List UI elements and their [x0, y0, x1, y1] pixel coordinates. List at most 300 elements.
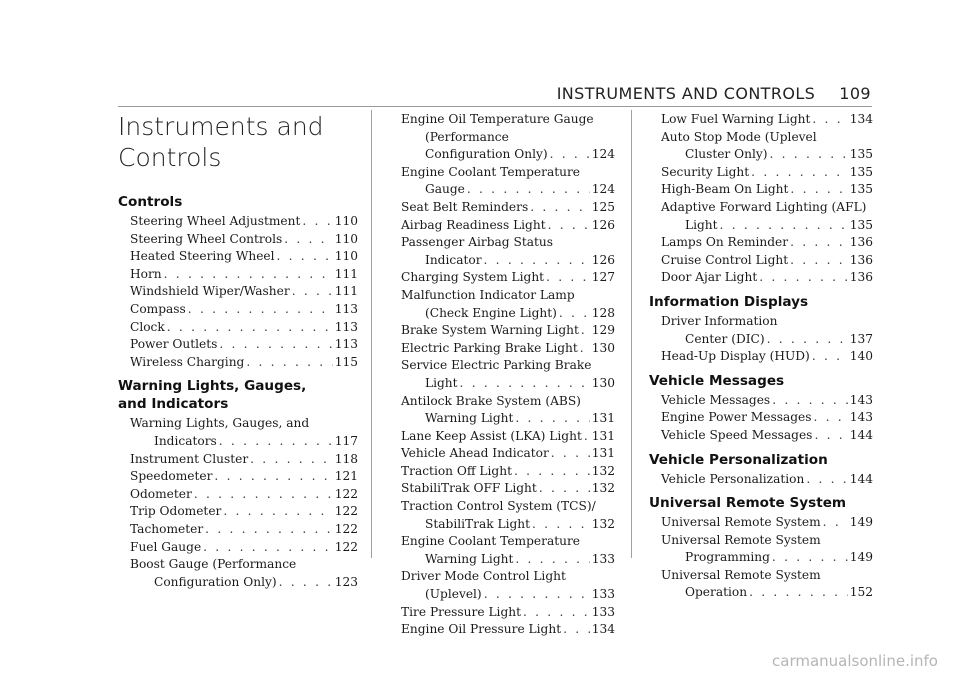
- toc-page-number: 130: [591, 375, 615, 390]
- dot-leader: [772, 392, 848, 410]
- toc-entry-line: [130, 354, 358, 372]
- toc-entry-text: Indicator: [425, 252, 482, 267]
- column-divider-2: [631, 110, 632, 558]
- toc-entry-text-line: Service Electric Parking Brake: [401, 358, 592, 373]
- toc-page-number: 132: [591, 481, 615, 496]
- toc-page-number: 131: [591, 428, 615, 443]
- toc-entry-line: [401, 217, 615, 235]
- dot-leader: [749, 584, 848, 602]
- toc-entry[interactable]: [118, 556, 358, 591]
- toc-entry[interactable]: [118, 301, 358, 319]
- toc-page-number: 110: [334, 214, 358, 228]
- toc-page-number: 134: [591, 622, 615, 637]
- page-number: 109: [839, 84, 871, 103]
- toc-entry[interactable]: [389, 269, 615, 287]
- toc-entry[interactable]: [389, 199, 615, 217]
- toc-entry[interactable]: [118, 539, 358, 557]
- toc-entry-text: Lane Keep Assist (LKA) Light: [401, 428, 582, 443]
- dot-leader: [806, 471, 847, 489]
- dot-leader: [292, 283, 333, 301]
- toc-page-number: 143: [849, 392, 873, 407]
- toc-entry-text: Door Ajar Light: [661, 270, 758, 285]
- dot-leader: [203, 539, 333, 557]
- toc-entry[interactable]: [389, 340, 615, 358]
- toc-entry-text: Head-Up Display (HUD): [661, 349, 810, 364]
- toc-page-number: 111: [334, 284, 358, 299]
- toc-entry-line: [401, 516, 615, 534]
- toc-entry[interactable]: [118, 248, 358, 266]
- toc-entry[interactable]: [389, 463, 615, 481]
- toc-page-number: 144: [849, 471, 873, 486]
- dot-leader: [523, 604, 590, 622]
- chapter-title-line-2: Controls: [118, 143, 222, 172]
- toc-entry-line: [661, 392, 873, 410]
- toc-entry[interactable]: [649, 129, 873, 164]
- toc-entry[interactable]: [649, 532, 873, 567]
- dot-leader: [284, 231, 333, 249]
- toc-entry[interactable]: [118, 336, 358, 354]
- toc-page-number: 133: [591, 604, 615, 619]
- toc-page-number: 135: [849, 164, 873, 179]
- dot-leader: [164, 266, 333, 284]
- toc-entry-line: [401, 445, 615, 463]
- toc-entry[interactable]: [389, 445, 615, 463]
- toc-entry-text: Speedometer: [130, 469, 213, 484]
- toc-entry-line: [130, 319, 358, 337]
- toc-entry-text: Horn: [130, 266, 162, 281]
- toc-entry-text: Operation: [685, 585, 748, 600]
- toc-entry[interactable]: [118, 283, 358, 301]
- dot-leader: [550, 146, 590, 164]
- toc-entry[interactable]: [389, 498, 615, 533]
- toc-entry-text: High-Beam On Light: [661, 182, 789, 197]
- toc-column-1: [118, 111, 358, 591]
- toc-page-number: 115: [334, 354, 358, 369]
- toc-entry-line: [401, 252, 615, 270]
- toc-entry-text: Odometer: [130, 486, 192, 501]
- toc-entry-text: Cruise Control Light: [661, 252, 789, 267]
- toc-entry-text: Light: [685, 217, 718, 232]
- dot-leader: [250, 451, 333, 469]
- toc-page-number: 128: [591, 305, 615, 320]
- toc-entry-text: Traction Off Light: [401, 463, 512, 478]
- toc-page-number: 124: [591, 182, 615, 197]
- toc-entry-text: Vehicle Messages: [661, 392, 771, 407]
- toc-entry-line: [130, 301, 358, 319]
- toc-entry-line: [661, 111, 873, 129]
- toc-entry-line: [661, 164, 873, 182]
- dot-leader: [205, 521, 333, 539]
- toc-entry-line: [661, 269, 873, 287]
- toc-entry-line: [661, 471, 873, 489]
- dot-leader: [720, 217, 848, 235]
- dot-leader: [460, 375, 590, 393]
- toc-entry-text: Programming: [685, 550, 770, 565]
- toc-entry[interactable]: [118, 319, 358, 337]
- dot-leader: [223, 503, 332, 521]
- toc-entry[interactable]: [389, 164, 615, 199]
- toc-entry[interactable]: [118, 231, 358, 249]
- dot-leader: [302, 213, 332, 231]
- toc-entry-text: Vehicle Personalization: [661, 471, 805, 486]
- toc-page-number: 133: [591, 551, 615, 566]
- toc-entry[interactable]: [389, 287, 615, 322]
- toc-entry[interactable]: [649, 234, 873, 252]
- toc-entry-line: [661, 146, 873, 164]
- toc-page-number: 110: [334, 249, 358, 264]
- toc-entry[interactable]: [389, 322, 615, 340]
- toc-entry-line: [401, 269, 615, 287]
- toc-page-number: 135: [849, 147, 873, 162]
- toc-entry-line: [130, 283, 358, 301]
- toc-page-number: 117: [334, 433, 358, 448]
- toc-entry-text: (Check Engine Light): [425, 305, 557, 320]
- toc-entry-line: [130, 539, 358, 557]
- toc-entry-text: Vehicle Ahead Indicator: [401, 446, 549, 461]
- dot-leader: [188, 301, 333, 319]
- toc-entry-line: [661, 427, 873, 445]
- toc-entry-text: Center (DIC): [685, 331, 765, 346]
- toc-entry-text: StabiliTrak OFF Light: [401, 481, 537, 496]
- dot-leader: [515, 410, 589, 428]
- toc-entry-line: [401, 305, 615, 323]
- toc-page-number: 137: [849, 331, 873, 346]
- toc-page-number: 110: [334, 231, 358, 246]
- toc-page-number: 134: [849, 112, 873, 126]
- toc-entry-text-line: Driver Information: [661, 313, 778, 328]
- running-header: [557, 84, 871, 103]
- dot-leader: [546, 269, 590, 287]
- toc-entry-text-line: Antilock Brake System (ABS): [401, 393, 581, 408]
- toc-entry-text: Low Fuel Warning Light: [661, 112, 811, 126]
- toc-entry-text: Warning Light: [425, 411, 514, 426]
- toc-entry[interactable]: [389, 480, 615, 498]
- toc-entry[interactable]: [118, 468, 358, 486]
- toc-entry-text: Warning Light: [425, 551, 514, 566]
- toc-page-number: 126: [591, 217, 615, 232]
- toc-entry-line: [401, 146, 615, 164]
- toc-entry[interactable]: [649, 199, 873, 234]
- dot-leader: [551, 445, 590, 463]
- toc-page-number: 125: [591, 199, 615, 214]
- dot-leader: [770, 146, 848, 164]
- section-heading: Information Displays: [649, 293, 809, 310]
- toc-entry-text: Heated Steering Wheel: [130, 249, 275, 264]
- toc-entry-text: Instrument Cluster: [130, 451, 249, 466]
- toc-page-number: 149: [849, 515, 873, 530]
- toc-entry-line: [130, 468, 358, 486]
- toc-page-number: 131: [591, 446, 615, 461]
- toc-entry-line: [401, 375, 615, 393]
- toc-entry[interactable]: [389, 621, 615, 639]
- toc-page-number: 130: [591, 340, 615, 355]
- dot-leader: [814, 409, 848, 427]
- dot-leader: [548, 217, 590, 235]
- toc-entry[interactable]: [649, 427, 873, 445]
- chapter-title: [118, 111, 358, 173]
- toc-page-number: 122: [334, 539, 358, 554]
- dot-leader: [279, 574, 333, 592]
- toc-entry-line: [130, 231, 358, 249]
- toc-entry-line: [401, 604, 615, 622]
- toc-entry-line: [661, 181, 873, 199]
- toc-entry-line: [130, 451, 358, 469]
- dot-leader: [514, 463, 590, 481]
- toc-entry[interactable]: [389, 111, 615, 164]
- toc-entry-text-line: Engine Coolant Temperature: [401, 534, 581, 549]
- toc-entry-line: [130, 521, 358, 539]
- toc-entry-line: [661, 549, 873, 567]
- dot-leader: [467, 181, 590, 199]
- toc-entry[interactable]: [649, 514, 873, 532]
- toc-entry[interactable]: [118, 503, 358, 521]
- toc-entry-text-line: Universal Remote System: [661, 567, 821, 582]
- running-header-title: INSTRUMENTS AND CONTROLS: [556, 84, 816, 103]
- toc-entry-line: [401, 551, 615, 569]
- toc-entry-line: [401, 621, 615, 639]
- toc-entry[interactable]: [389, 393, 615, 428]
- toc-entry[interactable]: [389, 568, 615, 603]
- toc-entry-text: Lamps On Reminder: [661, 235, 789, 250]
- toc-entry-text: Engine Power Messages: [661, 410, 812, 425]
- dot-leader: [581, 322, 590, 340]
- toc-page-number: 143: [849, 410, 873, 425]
- toc-entry-text: Compass: [130, 301, 186, 316]
- toc-entry-text-line: Boost Gauge (Performance: [130, 557, 297, 572]
- toc-entry[interactable]: [389, 428, 615, 446]
- toc-page-number: 122: [334, 486, 358, 501]
- toc-page-number: 124: [591, 147, 615, 162]
- toc-entry[interactable]: [649, 111, 873, 129]
- chapter-title-line-1: Instruments and: [118, 112, 324, 141]
- dot-leader: [484, 586, 590, 604]
- toc-entry-text-line: Driver Mode Control Light: [401, 569, 566, 584]
- toc-column-3: [649, 111, 873, 602]
- toc-entry-text: StabiliTrak Light: [425, 516, 531, 531]
- toc-entry[interactable]: [389, 604, 615, 622]
- toc-entry-text: Vehicle Speed Messages: [661, 427, 813, 442]
- section-heading: Controls: [118, 194, 183, 210]
- toc-entry-text: Seat Belt Reminders: [401, 199, 529, 214]
- toc-entry[interactable]: [649, 181, 873, 199]
- toc-entry-text: Universal Remote System: [661, 515, 821, 530]
- dot-leader: [484, 252, 590, 270]
- toc-page-number: 136: [849, 252, 873, 267]
- toc-page-number: 121: [334, 469, 358, 484]
- toc-page-number: 149: [849, 550, 873, 565]
- toc-entry-line: [401, 199, 615, 217]
- toc-entry-line: [130, 336, 358, 354]
- toc-entry-line: [661, 217, 873, 235]
- toc-entry[interactable]: [649, 392, 873, 410]
- toc-entry[interactable]: [649, 567, 873, 602]
- toc-entry-text-line: Engine Coolant Temperature: [401, 164, 581, 179]
- header-rule: [118, 106, 872, 107]
- toc-page-number: 126: [591, 252, 615, 267]
- toc-entry-text: Fuel Gauge: [130, 539, 202, 554]
- toc-entry-line: [661, 514, 873, 532]
- toc-entry-text: (Uplevel): [425, 587, 482, 602]
- toc-entry-line: [661, 331, 873, 349]
- toc-entry-text: Clock: [130, 319, 165, 334]
- toc-entry[interactable]: [118, 486, 358, 504]
- dot-leader: [580, 340, 590, 358]
- toc-entry-line: [401, 586, 615, 604]
- dot-leader: [772, 549, 848, 567]
- toc-entry-text: Configuration Only): [154, 574, 277, 589]
- toc-page-number: 135: [849, 217, 873, 232]
- toc-entry[interactable]: [649, 313, 873, 348]
- toc-entry-line: [401, 181, 615, 199]
- toc-entry-line: [130, 486, 358, 504]
- toc-page-number: 140: [849, 349, 873, 364]
- toc-entry-line: [401, 340, 615, 358]
- toc-entry-text: Tachometer: [130, 521, 204, 536]
- dot-leader: [277, 248, 333, 266]
- toc-entry-line: [130, 266, 358, 284]
- dot-leader: [219, 336, 332, 354]
- toc-entry-line: [401, 428, 615, 446]
- toc-entry-text-line: Auto Stop Mode (Uplevel: [661, 129, 817, 144]
- toc-entry-text-line: Passenger Airbag Status: [401, 235, 553, 250]
- toc-page-number: 122: [334, 504, 358, 519]
- toc-entry-line: [401, 480, 615, 498]
- toc-page-number: 133: [591, 587, 615, 602]
- dot-leader: [584, 428, 590, 446]
- dot-leader: [790, 252, 848, 270]
- dot-leader: [214, 468, 332, 486]
- dot-leader: [759, 269, 848, 287]
- dot-leader: [812, 348, 848, 366]
- toc-page-number: 135: [849, 182, 873, 197]
- section-heading: Warning Lights, Gauges, and Indicators: [118, 378, 307, 413]
- toc-entry-line: [661, 234, 873, 252]
- toc-entry-text-line: Engine Oil Temperature Gauge: [401, 112, 594, 126]
- toc-entry-line: [130, 248, 358, 266]
- toc-entry-text: Electric Parking Brake Light: [401, 340, 578, 355]
- toc-entry-text: Steering Wheel Controls: [130, 231, 283, 246]
- dot-leader: [539, 480, 590, 498]
- dot-leader: [194, 486, 333, 504]
- toc-entry-text-line: Malfunction Indicator Lamp: [401, 287, 575, 302]
- toc-entry-text: Wireless Charging: [130, 354, 245, 369]
- toc-entry-text: Trip Odometer: [130, 504, 222, 519]
- toc-entry[interactable]: [118, 213, 358, 231]
- toc-entry-line: [130, 213, 358, 231]
- toc-entry-line: [130, 574, 358, 592]
- dot-leader: [515, 551, 589, 569]
- toc-entry-text: Tire Pressure Light: [401, 604, 521, 619]
- toc-entry-text: Indicators: [154, 433, 217, 448]
- toc-entry[interactable]: [649, 252, 873, 270]
- toc-entry-line: [661, 348, 873, 366]
- toc-entry-line: [130, 503, 358, 521]
- toc-page-number: 132: [591, 463, 615, 478]
- toc-entry-text: Steering Wheel Adjustment: [130, 214, 301, 228]
- toc-entry-text: Charging System Light: [401, 270, 545, 285]
- toc-entry-text: Security Light: [661, 164, 750, 179]
- toc-page-number: 129: [591, 323, 615, 338]
- dot-leader: [790, 234, 848, 252]
- toc-entry[interactable]: [118, 521, 358, 539]
- toc-entry-text: Cluster Only): [685, 147, 768, 162]
- column-divider-1: [371, 110, 372, 558]
- dot-leader: [246, 354, 332, 372]
- toc-entry-text-line: Adaptive Forward Lighting (AFL): [661, 199, 867, 214]
- toc-page-number: 152: [849, 585, 873, 600]
- toc-entry[interactable]: [118, 415, 358, 450]
- dot-leader: [167, 319, 333, 337]
- toc-page-number: 118: [334, 451, 358, 466]
- toc-entry[interactable]: [649, 269, 873, 287]
- toc-entry-line: [401, 410, 615, 428]
- toc-entry-line: [401, 322, 615, 340]
- toc-entry-text: Light: [425, 375, 458, 390]
- toc-entry-text: Configuration Only): [425, 147, 548, 162]
- toc-page-number: 113: [334, 319, 358, 334]
- dot-leader: [790, 181, 847, 199]
- dot-leader: [530, 199, 590, 217]
- toc-entry-text-line: Warning Lights, Gauges, and: [130, 416, 310, 431]
- dot-leader: [532, 516, 590, 534]
- dot-leader: [219, 433, 333, 451]
- toc-entry-text: Airbag Readiness Light: [401, 217, 546, 232]
- toc-entry[interactable]: [118, 354, 358, 372]
- toc-entry-text: Windshield Wiper/Washer: [130, 284, 290, 299]
- toc-page-number: 136: [849, 270, 873, 285]
- toc-entry-text: Engine Oil Pressure Light: [401, 622, 562, 637]
- dot-leader: [823, 514, 848, 532]
- toc-entry[interactable]: [649, 348, 873, 366]
- toc-entry-text: Power Outlets: [130, 337, 218, 352]
- dot-leader: [563, 621, 590, 639]
- watermark: carmanualsonline.info: [772, 652, 938, 670]
- toc-entry[interactable]: [649, 164, 873, 182]
- toc-entry-text: Brake System Warning Light: [401, 323, 579, 338]
- toc-entry[interactable]: [649, 471, 873, 489]
- toc-page-number: 113: [334, 337, 358, 352]
- section-heading: Vehicle Personalization: [649, 451, 828, 468]
- toc-entry-text: Gauge: [425, 182, 465, 197]
- toc-entry-text-line: Traction Control System (TCS)/: [401, 499, 596, 514]
- toc-page-number: 144: [849, 427, 873, 442]
- toc-entry-line: [661, 584, 873, 602]
- toc-page-number: 127: [591, 270, 615, 285]
- dot-leader: [767, 331, 848, 349]
- toc-page-number: 113: [334, 301, 358, 316]
- toc-entry[interactable]: [389, 217, 615, 235]
- toc-entry[interactable]: [118, 266, 358, 284]
- toc-entry-text-line: Universal Remote System: [661, 532, 821, 547]
- dot-leader: [812, 111, 847, 129]
- toc-page-number: 132: [591, 516, 615, 531]
- toc-entry[interactable]: [118, 451, 358, 469]
- toc-entry-text-line: (Performance: [425, 129, 509, 144]
- toc-entry[interactable]: [389, 234, 615, 269]
- dot-leader: [751, 164, 848, 182]
- toc-entry[interactable]: [389, 357, 615, 392]
- toc-entry[interactable]: [389, 533, 615, 568]
- toc-entry-line: [661, 252, 873, 270]
- toc-column-2: [389, 111, 615, 639]
- section-heading: Universal Remote System: [649, 495, 847, 512]
- dot-leader: [559, 305, 590, 323]
- dot-leader: [814, 427, 847, 445]
- toc-entry[interactable]: [649, 409, 873, 427]
- section-heading: Vehicle Messages: [649, 372, 785, 389]
- toc-page-number: 123: [334, 574, 358, 589]
- toc-entry-line: [661, 409, 873, 427]
